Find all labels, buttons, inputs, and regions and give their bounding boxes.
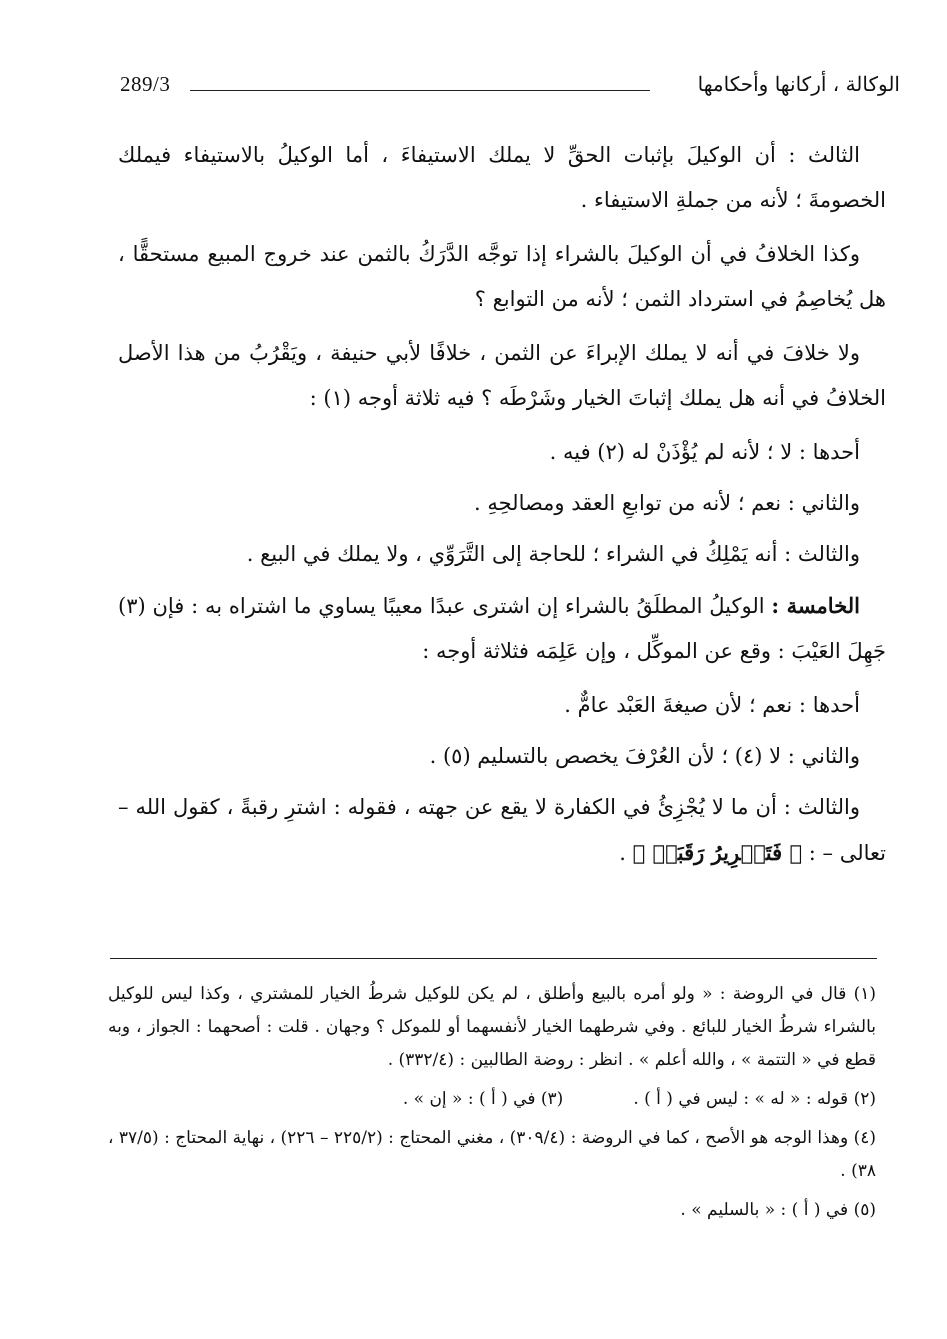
footnote-2: (٢) قوله : « له » : ليس في ( أ ) . bbox=[633, 1089, 876, 1109]
paragraph-end-dot: . bbox=[619, 841, 626, 865]
paragraph-third-view-2 bbox=[118, 785, 886, 876]
header-rule bbox=[190, 90, 650, 91]
footnote-separator bbox=[110, 958, 877, 959]
paragraph-fifth-text: الوكيلُ المطلَقُ بالشراء إن اشترى عبدًا معيبًا يساوي ما اشتراه به : فإن (٣) جَهِلَ العَيْبَ : وقع عن الموكِّل ، وإن عَلِمَه فثلاثة أوجه : bbox=[118, 594, 886, 663]
running-title: الوكالة ، أركانها وأحكامها bbox=[697, 72, 900, 96]
footnotes bbox=[108, 978, 876, 1233]
footnote-1: (١) قال في الروضة : « ولو أمره بالبيع وأطلق ، لم يكن للوكيل شرطُ الخيار للمشتري ، وكذا ليس للوكيل بالشراء شرطُ الخيار للبائع . وفي شرطهما الخيار لأنفسهما أو للموكل ؟ وجهان . قلت : أصحهما : الجواز ، وبه قطع في « التتمة » ، والله أعلم » . انظر : روضة الطالبين : (٣٣٢/٤) . bbox=[108, 984, 876, 1070]
paragraph-first-view: أحدها : لا ؛ لأنه لم يُؤْذَنْ له (٢) فيه . bbox=[549, 440, 860, 464]
paragraph-fifth-issue bbox=[118, 583, 886, 674]
footnote-3: (٣) في ( أ ) : « إن » . bbox=[402, 1089, 564, 1109]
paragraph-dispute-darak: وكذا الخلافُ في أن الوكيلَ بالشراء إذا توجَّه الدَّرَكُ بالثمن عند خروج المبيع مستحقًّا ، هل يُخاصِمُ في استرداد الثمن ؛ لأنه من التوابع ؟ bbox=[118, 242, 886, 311]
footnote-4: (٤) وهذا الوجه هو الأصح ، كما في الروضة : (٣٠٩/٤) ، مغني المحتاج : (٢٢٥/٢ – ٢٢٦) ، نهاية المحتاج : (٣٧/٥ ، ٣٨) . bbox=[108, 1128, 877, 1181]
page-header bbox=[110, 72, 900, 112]
paragraph-second-view-2: والثاني : لا (٤) ؛ لأن العُرْفَ يخصص بالتسليم (٥) . bbox=[429, 744, 860, 768]
paragraph-ibra: ولا خلافَ في أنه لا يملك الإبراءَ عن الثمن ، خلافًا لأبي حنيفة ، ويَقْرُبُ من هذا الأصل الخلافُ في أنه هل يملك إثباتَ الخيار وشَرْطَه ؟ فيه ثلاثة أوجه (١) : bbox=[118, 341, 886, 410]
paragraph-third-view: والثالث : أنه يَمْلِكُ في الشراء ؛ للحاجة إلى التَّرَوِّي ، ولا يملك في البيع . bbox=[246, 542, 860, 566]
paragraph-first-view-2: أحدها : نعم ؛ لأن صيغةَ العَبْد عامٌّ . bbox=[564, 693, 860, 717]
paragraph-third-point: الثالث : أن الوكيلَ بإثبات الحقِّ لا يملك الاستيفاءَ ، أما الوكيلُ بالاستيفاء فيملك الخصومةَ ؛ لأنه من جملةِ الاستيفاء . bbox=[118, 143, 886, 212]
main-text bbox=[118, 133, 886, 885]
page-number: 289/3 bbox=[120, 72, 171, 96]
paragraph-third-text: والثالث : أن ما لا يُجْزِئُ في الكفارة لا يقع عن جهته ، فقوله : اشترِ رقبةً ، كقول الله – تعالى – : bbox=[118, 795, 886, 865]
section-heading: الخامسة : bbox=[771, 593, 860, 618]
footnote-row-2-3 bbox=[108, 1083, 876, 1116]
footnote-5: (٥) في ( أ ) : « بالسليم » . bbox=[680, 1200, 876, 1220]
quran-verse: ﴿ فَتَحۡرِيرُ رَقَبَةٖ ﴾ bbox=[632, 840, 803, 865]
paragraph-second-view: والثاني : نعم ؛ لأنه من توابعِ العقد ومصالحِهِ . bbox=[474, 491, 860, 515]
